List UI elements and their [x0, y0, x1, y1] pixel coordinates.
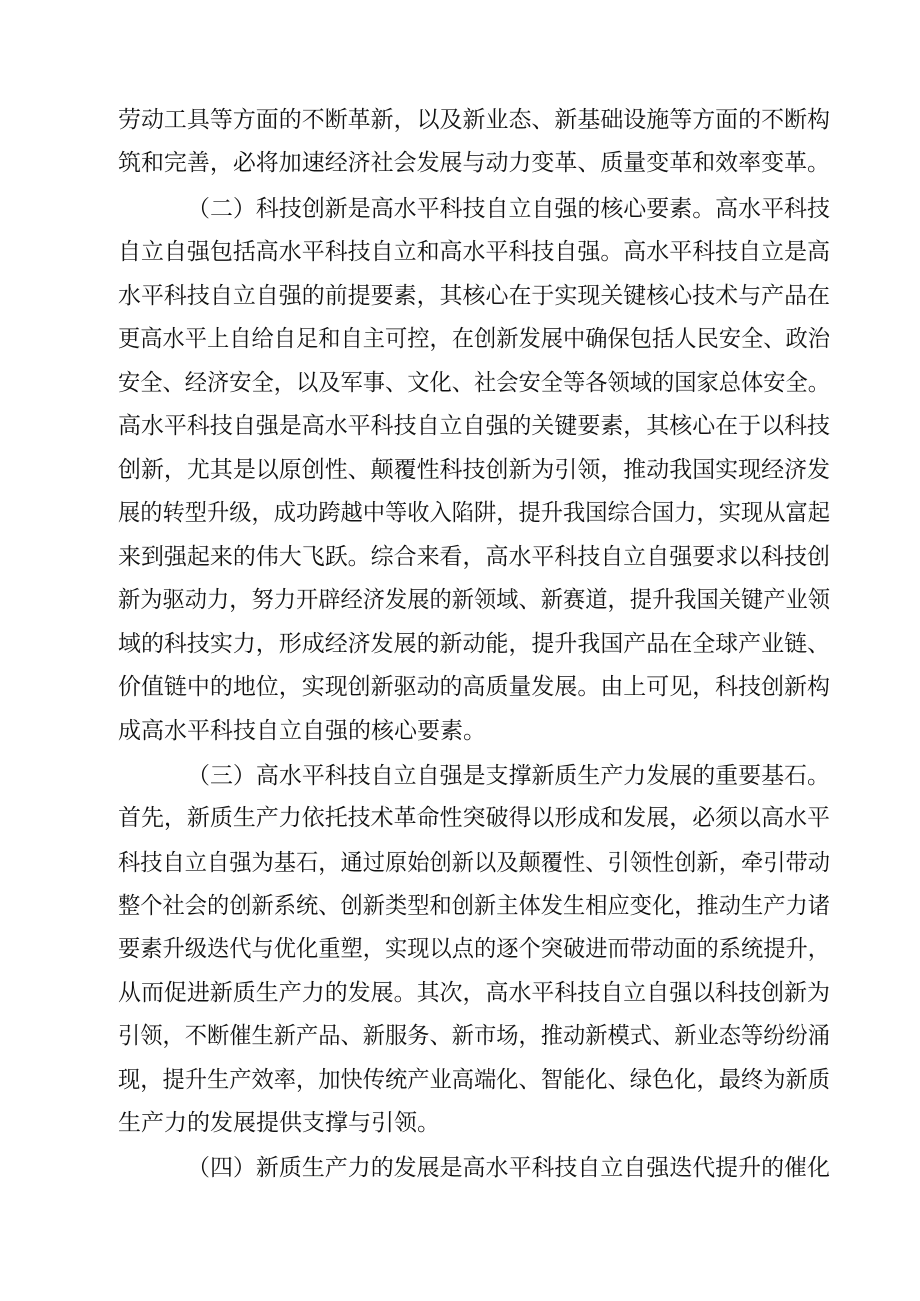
text-line [0, 406, 920, 446]
text-line-content: 水平科技自立自强的前提要素，其核心在于实现关键核心技术与产品在 [118, 283, 831, 309]
text-line [0, 276, 920, 316]
text-line-content: 高水平科技自强是高水平科技自立自强的关键要素，其核心在于以科技 [118, 413, 831, 439]
text-line-content: 安全、经济安全，以及军事、文化、社会安全等各领域的国家总体安全。 [118, 370, 831, 396]
text-line [0, 711, 920, 751]
text-line-content: （四）新质生产力的发展是高水平科技自立自强迭代提升的催化 [187, 1155, 830, 1181]
text-line-content: 引领，不断催生新产品、新服务、新市场，推动新模式、新业态等纷纷涌 [118, 1023, 831, 1049]
text-line [0, 189, 920, 229]
text-line-content: 更高水平上自给自足和自主可控，在创新发展中确保包括人民安全、政治 [118, 326, 831, 352]
text-line [0, 1060, 920, 1100]
text-line-content: 新为驱动力，努力开辟经济发展的新领域、新赛道，提升我国关键产业领 [118, 587, 831, 613]
text-line-content: 首先，新质生产力依托技术革命性突破得以形成和发展，必须以高水平 [118, 805, 831, 831]
text-line-content: 价值链中的地位，实现创新驱动的高质量发展。由上可见，科技创新构 [118, 674, 831, 700]
text-line-content: 自立自强包括高水平科技自立和高水平科技自强。高水平科技自立是高 [118, 239, 831, 265]
text-line-content: 创新，尤其是以原创性、颠覆性科技创新为引领，推动我国实现经济发 [118, 457, 831, 483]
text-line-content: 筑和完善，必将加速经济社会发展与动力变革、质量变革和效率变革。 [118, 150, 831, 176]
text-line-content: 要素升级迭代与优化重塑，实现以点的逐个突破进而带动面的系统提升， [118, 936, 831, 962]
text-line [0, 493, 920, 533]
text-line [0, 1148, 920, 1188]
text-line [0, 537, 920, 577]
text-line [0, 1103, 920, 1143]
text-line [0, 580, 920, 620]
text-line [0, 1016, 920, 1056]
text-line-content: 科技自立自强为基石，通过原始创新以及颠覆性、引领性创新，牵引带动 [118, 850, 831, 876]
text-line-content: 来到强起来的伟大飞跃。综合来看，高水平科技自立自强要求以科技创 [118, 544, 831, 570]
text-line [0, 100, 920, 140]
text-line-content: 整个社会的创新系统、创新类型和创新主体发生相应变化，推动生产力诸 [118, 893, 831, 919]
text-line [0, 363, 920, 403]
text-line [0, 843, 920, 883]
text-line [0, 450, 920, 490]
text-line [0, 143, 920, 183]
text-line [0, 319, 920, 359]
text-line [0, 624, 920, 664]
text-line-content: （二）科技创新是高水平科技自立自强的核心要素。高水平科技 [187, 196, 830, 222]
text-line-content: 域的科技实力，形成经济发展的新动能，提升我国产品在全球产业链、 [118, 631, 831, 657]
text-line [0, 886, 920, 926]
text-line-content: 劳动工具等方面的不断革新，以及新业态、新基础设施等方面的不断构 [118, 107, 831, 133]
text-line [0, 929, 920, 969]
text-line [0, 667, 920, 707]
text-line-content: 现，提升生产效率，加快传统产业高端化、智能化、绿色化，最终为新质 [118, 1067, 831, 1093]
text-line-content: 从而促进新质生产力的发展。其次，高水平科技自立自强以科技创新为 [118, 980, 831, 1006]
text-line [0, 232, 920, 272]
text-line [0, 973, 920, 1013]
text-line [0, 798, 920, 838]
text-line-content: 生产力的发展提供支撑与引领。 [118, 1110, 440, 1136]
text-line [0, 756, 920, 796]
text-line-content: （三）高水平科技自立自强是支撑新质生产力发展的重要基石。 [187, 763, 830, 789]
text-line-content: 成高水平科技自立自强的核心要素。 [118, 718, 486, 744]
text-line-content: 展的转型升级，成功跨越中等收入陷阱，提升我国综合国力，实现从富起 [118, 500, 831, 526]
